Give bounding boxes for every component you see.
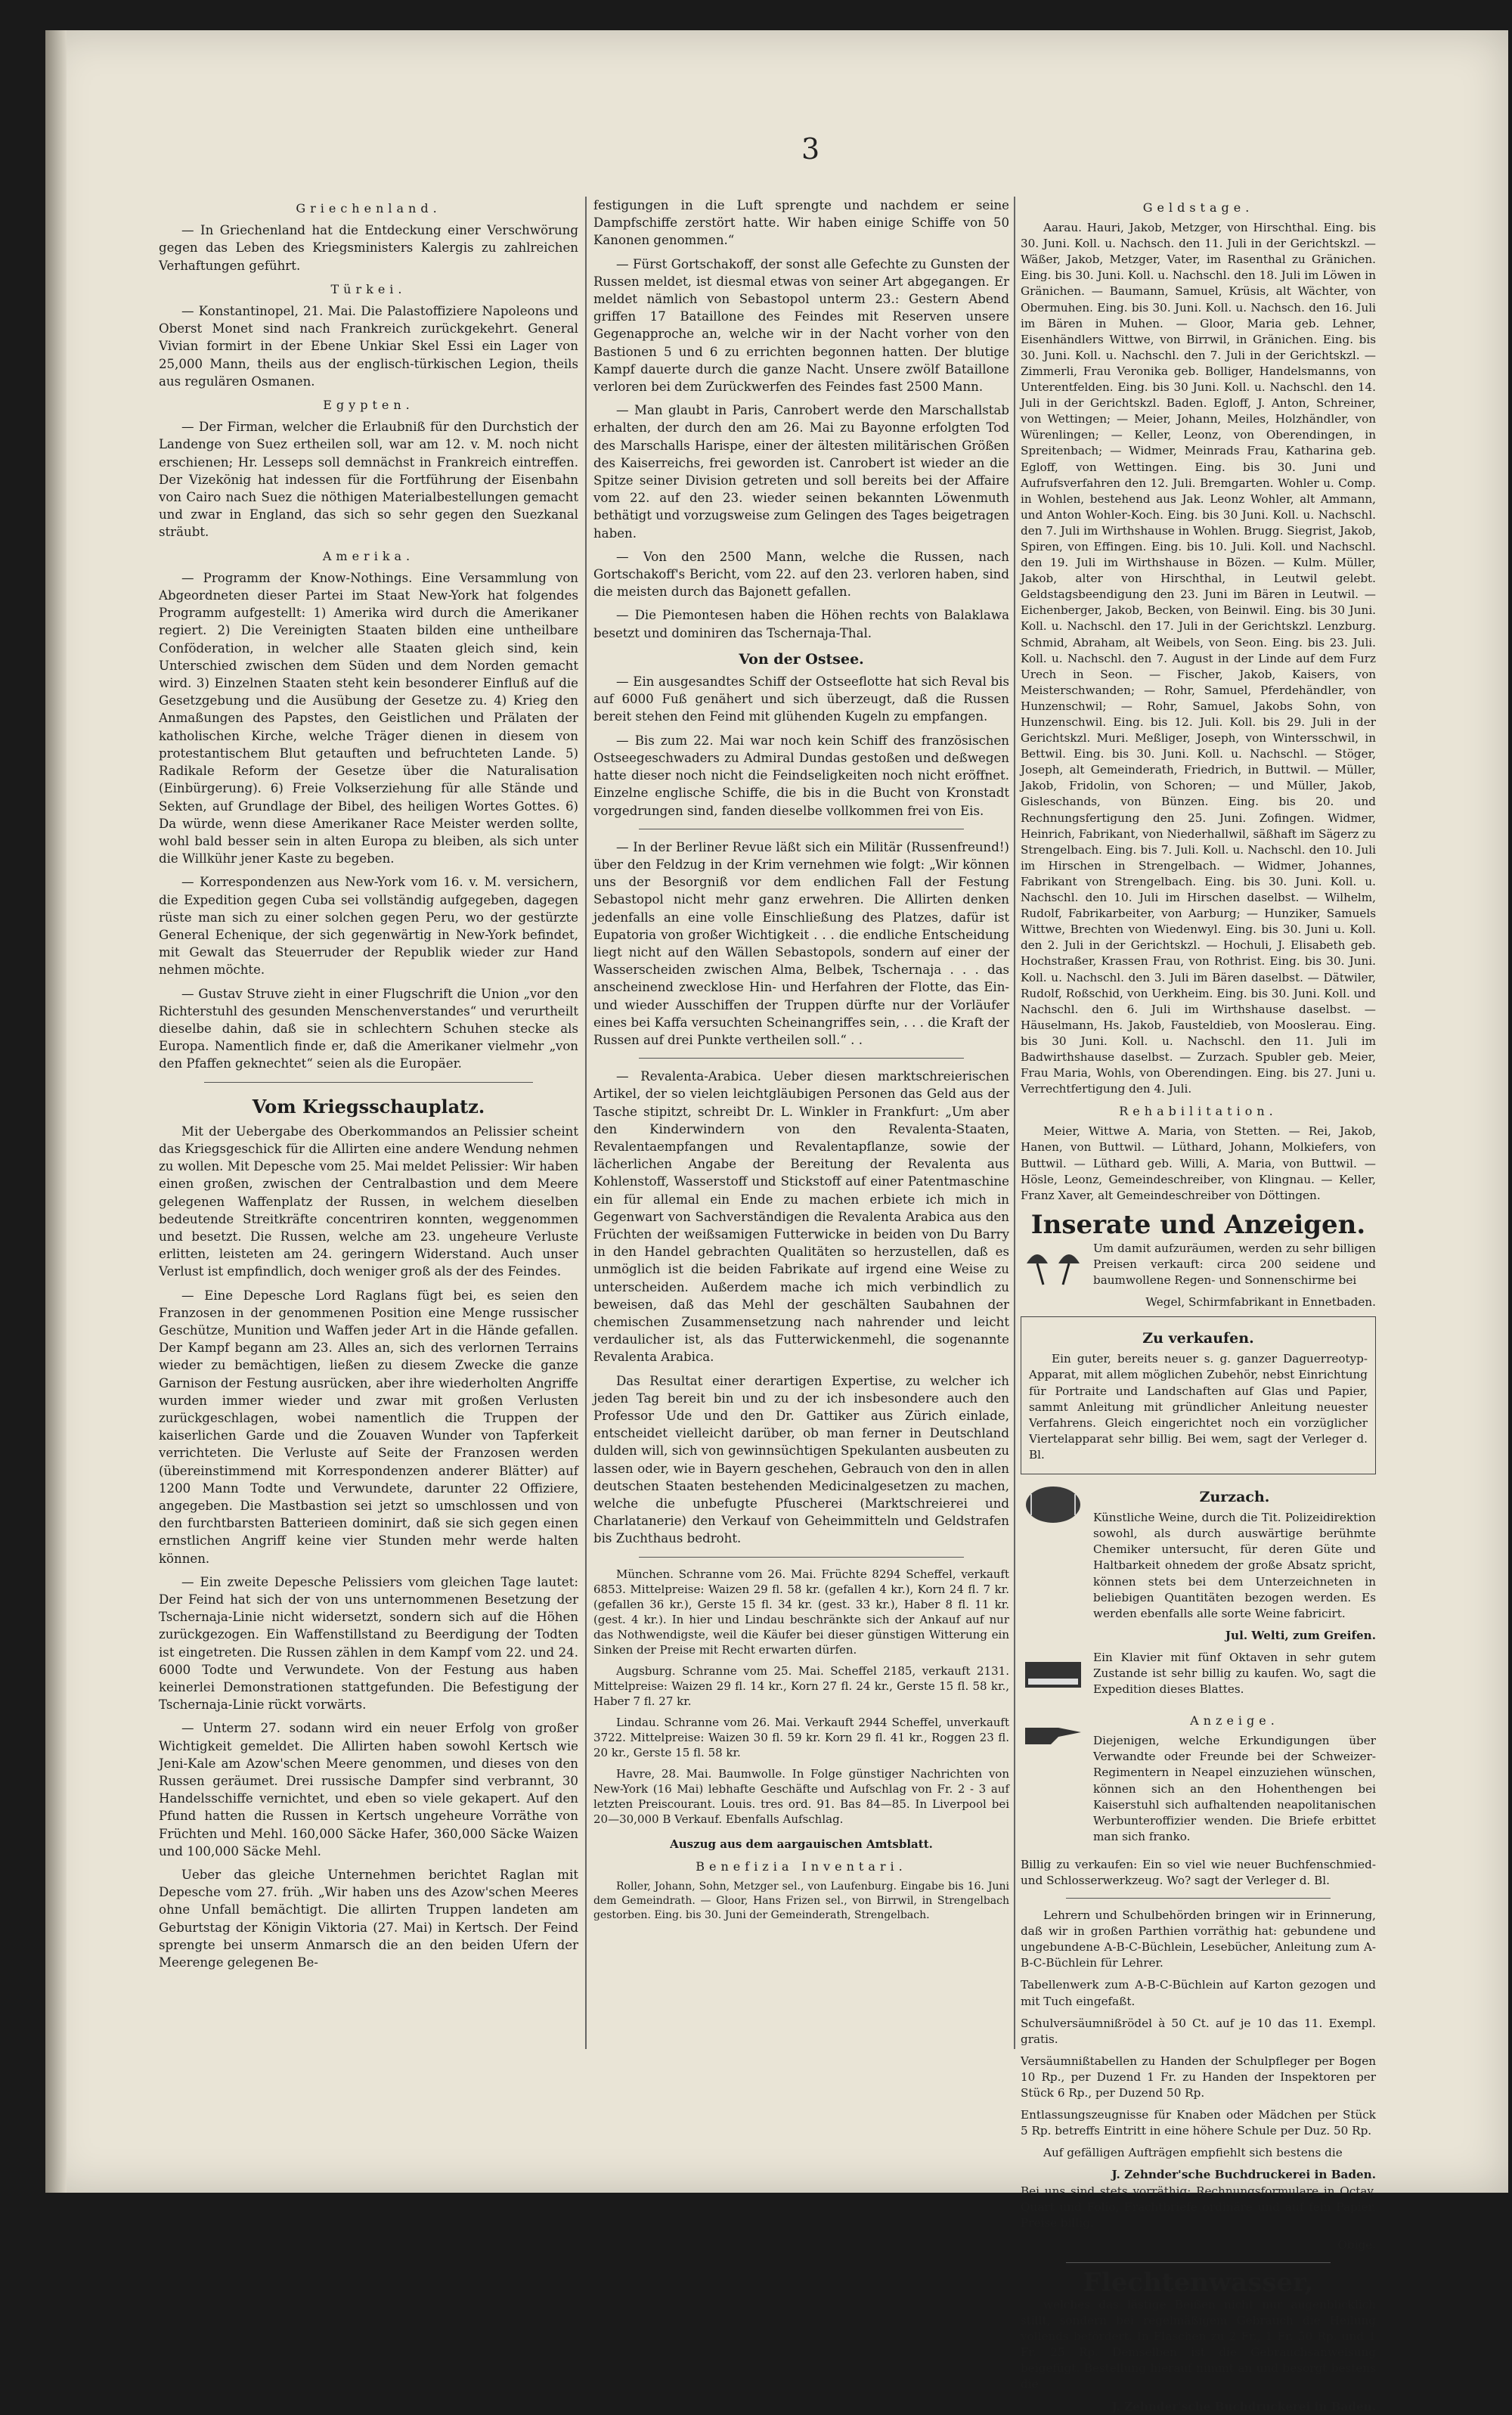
article-text: — Fürst Gortschakoff, der sonst alle Gefechte zu Gunsten der Russen meldet, ist diesmal etwas von seiner Art abgegangen. Er meldet nämlich von Sebastopol unterm 23.: Gestern Abend griffen 17 Bataillone des Feindes mit Reserven unsere Gegenapproche an, welche wir in der Nacht vorher von den Bastionen 5 und 6 zu errichten begonnen hatten. Der blutige Kampf dauerte durch die ganze Nacht. Unsere zwölf Bataillone verloren bei dem Zurückwerfen des Feindes fast 2500 Mann. — [593, 256, 1009, 395]
article-text: Roller, Johann, Sohn, Metzger sel., von Laufenburg. Eingabe bis 16. Juni dem Gemeindrath. — Gloor, Hans Frizen sel., von Birrwil, in Strengelbach gestorben. Eing. bis 30. Juni der Gemeinderath, Strengelbach. — [593, 1880, 1009, 1922]
market-entry: München. Schranne vom 26. Mai. Früchte 8294 Scheffel, verkauft 6853. Mittelpreise: Waizen 29 fl. 58 kr. (gefallen 4 kr.), Korn 24 fl. 7 kr. (gefallen 36 kr.), Gerste 15 fl. 34 kr. (gest. 33 kr.), Haber 8 fl. 11 kr. (gest. 4 kr.). In hier und Lindau beschränkte sich der Ankauf auf nur das Nothwendigste, weil die Käufer bei dieser günstigen Witterung ein Sinken der Preise mit Recht erwarten dürfen. — [593, 1567, 1009, 1657]
article-text: — In der Berliner Revue läßt sich ein Militär (Russenfreund!) über den Feldzug in der Krim vernehmen wie folgt: „Wir können uns der Besorgniß vor dem endlichen Fall der Festung Sebastopol nicht mehr ganz erwehren. Die Allirten denken jedenfalls an eine volle Einschließung des Platzes, dafür ist Eupatoria von großer Wichtigkeit . . . die endliche Entscheidung liegt nicht auf den Wällen Sebastopols, sondern auf einer der Wasserscheiden zwischen Alma, Belbek, Tschernaja . . . das anscheinend zwecklose Hin- und Herfahren der Flotte, das Ein- und wieder Ausschiffen der Truppen dürfte nur der Vorläufer eines bei Kaffa versuchten Scheinangriffes sein, . . . die Kraft der Russen auf drei Punkte vertheilen soll.“ . . — [593, 839, 1009, 1047]
article-text: — Die Piemontesen haben die Höhen rechts von Balaklawa besetzt und dominiren das Tschernaja-Thal. — [593, 608, 1009, 640]
ad-title: Zu verkaufen. — [1142, 1330, 1254, 1347]
column-rule — [1014, 197, 1015, 2049]
ad-text: welches das lästige Beißen nicht nur augenblicklich stillt, sondern bei regelmäßigem Gebrauch die Heilung vollends befördert. In Flaschen zu 2 Fr., 1 Fr. 50 Rp. und 1 Fr. 25 Rp. Demselben ist die Gebrauchsanweisung beigefügt. Bestellung hierauf nimmt an und besorgt bestens die — [1021, 2297, 1376, 2392]
ad-text: Ein Klavier mit fünf Oktaven in sehr gutem Zustande ist sehr billig zu kaufen. Wo, sagt die Expedition dieses Blattes. — [1093, 1650, 1376, 1697]
article-text: — Revalenta-Arabica. Ueber diesen marktschreierischen Artikel, der so vielen leichtgläubigen Personen das Geld aus der Tasche stipitzt, schreibt Dr. L. Winkler in Frankfurt: „Um aber den Kinderwindern von den Revalenta-Staaten, Revalentaempfangen und Revalentapflanze, sowie der lächerlichen Angabe der Bereitung der Revalenta aus Kohlenstoff, Wasserstoff und Stickstoff auf einer Patentmaschine ein für allemal ein Ende zu machen erbiete ich mich in Gegenwart von Sachverständigen die Revalenta Arabica aus den Früchten der weißsamigen Futterwicke in beiden von Du Barry in den Handel gebrachten Qualitäten so herzustellen, daß es unmöglich ist die beiden Fabrikate auf irgend eine Weise zu unterscheiden. Außerdem mache ich mich verbindlich zu beweisen, daß das Mehl der geschälten Saubahnen der chemischen Zusammensetzung nach nahrender und leicht verdaulicher ist, als das Futterwickenmehl, die sogenannte Revalenta Arabica. — [593, 1069, 1009, 1365]
notice-text: Meier, Wittwe A. Maria, von Stetten. — Rei, Jakob, Hanen, von Buttwil. — Lüthard, Johann, Molkiefers, von Buttwil. — Lüthard geb. Willi, A. Maria, von Buttwil. — Hösle, Leonz, Gemeindeschreiber, von Klingnau. — Keller, Franz Xaver, alt Gemeindeschreiber von Döttingen. — [1021, 1124, 1376, 1202]
ad-text: Entlassungszeugnisse für Knaben oder Mädchen per Stück 5 Rp. betreffs Eintritt in eine höhere Schule per Duz. 50 Rp. — [1021, 2108, 1376, 2138]
column-2 — [593, 197, 1009, 1929]
divider — [204, 1082, 533, 1083]
article-text: — Ein zweite Depesche Pelissiers vom gleichen Tage lautet: Der Feind hat sich der von uns unternommenen Besetzung der Tschernaja-Linie nicht widersetzt, sondern sich auf die Höhen zurückgezogen. Ein Waffenstillstand zu Beerdigung der Todten ist eingetreten. Die Russen zählen in dem Kampf vom 22. und 24. 6000 Todte und Verwundete. Von der Festung aus haben keinerlei Demonstrationen stattgefunden. Die Befestigung der Tschernaja-Linie rückt vorwärts. — [159, 1574, 578, 1713]
market-entry: Lindau. Schranne vom 26. Mai. Verkauft 2944 Scheffel, unverkauft 3722. Mittelpreise: Waizen 30 fl. 59 kr. Korn 29 fl. 41 kr., Roggen 23 fl. 20 kr., Gerste 15 fl. 58 kr. — [593, 1715, 1009, 1759]
ad-signature: J. Zehnder'sche Buchdruckerei in Baden. — [1111, 2168, 1376, 2182]
page-number: 3 — [801, 132, 820, 166]
ad-text: Diejenigen, welche Erkundigungen über Verwandte oder Freunde bei der Schweizer-Regimentern in Neapel einzuziehen wünschen, können sich an den Hohenthengen bei Kaiserstuhl sich aufhaltenden neapolitanischen Werbunteroffizier wenden. Die Briefe erbittet man sich franko. — [1093, 1734, 1376, 1843]
ad-signature: Jul. Welti, zum Greifen. — [1225, 1628, 1376, 1642]
umbrella-icon — [1021, 1241, 1086, 1289]
ad-text: Tabellenwerk zum A-B-C-Büchlein auf Karton gezogen und mit Tuch eingefaßt. — [1021, 1978, 1376, 2008]
divider — [1066, 1898, 1331, 1899]
pointing-hand-icon — [1021, 1710, 1086, 1758]
article-text: — Von den 2500 Mann, welche die Russen, nach Gortschakoff's Bericht, vom 22. auf den 23. verloren haben, sind die meisten durch das Bajonett gefallen. — [593, 549, 1009, 600]
article-text: — In Griechenland hat die Entdeckung einer Verschwörung gegen das Leben des Kriegsministers Kalergis zu zahlreichen Verhaftungen geführt. — [159, 223, 578, 273]
article-text: — Konstantinopel, 21. Mai. Die Palastoffiziere Napoleons und Oberst Monet sind nach Frankreich zurückgekehrt. General Vivian formirt in der Ebene Unkiar Skel Essi ein Lager von 25,000 Mann, theils aus der englisch-türkischen Legion, theils aus regulären Osmanen. — [159, 304, 578, 389]
ad-text: Künstliche Weine, durch die Tit. Polizeidirektion sowohl, als durch auswärtige berühmte Chemiker untersucht, für deren Güte und Haltbarkeit ohnedem der große Absatz spricht, können stets bei dem Unterzeichneten in beliebigen Quantitäten bezogen werden. Es werden ebenfalls alle sorte Weine fabricirt. — [1093, 1511, 1376, 1620]
article-text: festigungen in die Luft sprengte und nachdem er seine Dampfschiffe zerstört hatte. Wir haben einige Schiffe von 50 Kanonen genommen.“ — [593, 198, 1009, 248]
ad-piano — [1021, 1650, 1376, 1704]
ad-text: Um damit aufzuräumen, werden zu sehr billigen Preisen verkauft: circa 200 seidene und baumwollene Regen- und Sonnenschirme bei — [1093, 1241, 1376, 1288]
column-rule — [585, 197, 587, 2049]
article-text: Ueber das gleiche Unternehmen berichtet Raglan mit Depesche vom 27. früh. „Wir haben uns des Azow'schen Meeres ohne Unfall bemächtigt. Die allirten Truppen landeten am Geburtstag der Königin Viktoria (27. Mai) in Kertsch. Der Feind sprengte bei unserm Anmarsch die an den beiden Ufern der Meerenge gelegenen Be- — [159, 1868, 578, 1970]
ad-signature: Obige. — [1337, 2237, 1376, 2252]
market-report — [593, 1567, 1009, 1827]
article-text: — Eine Depesche Lord Raglans fügt bei, es seien den Franzosen in der genommenen Position eine Menge russischer Geschütze, Munition und Waffen jeder Art in die Hände gefallen. Der Kampf begann am 23. Alles an, sich des verlornen Terrains wieder zu bemächtigen, ließen zu diesem Zwecke die ganze Garnison der Festung ausrücken, aber ihre wiederholten Angriffe wurden immer wieder und zwar mit großen Verlusten zurückgeschlagen, wobei namentlich die Truppen der kaiserlichen Garde und die Zouaven Wunder von Tapferkeit verrichteten. Die Verluste auf Seite der Franzosen werden (übereinstimmend mit Korrespondenzen anderer Blätter) auf 1200 Mann Todte und Verwundete, darunter 22 Offiziere, angegeben. Die Mastbastion sei jetzt so umschlossen und von den furchtbarsten Batterieen dominirt, daß sie sich gegen einen ernstlichen Angriff keine vier Stunden mehr werde halten können. — [159, 1288, 578, 1566]
ad-signature: J. Zehnder'sche Buchdruckerei in Baden. — [1111, 2399, 1376, 2413]
ad-text: Ein guter, bereits neuer s. g. ganzer Daguerreotyp-Apparat, mit allem möglichen Zubehör, nebst Einrichtung für Portraite und Landschaften auf Glas und Papier, sammt Anleitung mit gründlicher Anleitung neuester Verfahrens. Gleich eingerichtet noch ein vorzüglicher Viertelapparat sehr billig. Bei wem, sagt der Verleger d. Bl. — [1029, 1352, 1368, 1462]
article-text: — Der Firman, welcher die Erlaubniß für den Durchstich der Landenge von Suez ertheilen soll, war am 12. v. M. noch nicht erschienen; Hr. Lesseps soll demnächst in Frankreich eintreffen. Der Vizekönig hat indessen für die Fortführung der Eisenbahn von Cairo nach Suez die nöthigen Materialbestellungen gemacht und zwar in England, das sich so sehr gegen den Suezkanal sträubt. — [159, 420, 578, 540]
article-text: — Korrespondenzen aus New-York vom 16. v. M. versichern, die Expedition gegen Cuba sei vollständig aufgegeben, dagegen rüste man sich zu einer solchen gegen Peru, wo der gestürzte General Echenique, der sich gegenwärtig in New-York befindet, mit Gewalt das Steuerruder der Republik wieder zur Hand nehmen möchte. — [159, 875, 578, 978]
column-3 — [1021, 197, 1376, 2415]
article-text: — Gustav Struve zieht in einer Flugschrift die Union „vor den Richterstuhl des gesunden Menschenverstandes“ und verurtheilt dieselbe dahin, daß sie in schlechtern Schuhen stecke als Europa. Namentlich finde er, daß die Amerikaner vielmehr „von den Pfaffen geknechtet“ seien als die Europäer. — [159, 986, 578, 1071]
ad-umbrellas — [1021, 1241, 1376, 1310]
section-heading: Egypten. — [323, 398, 414, 413]
ads-title: Inserate und Anzeigen. — [1030, 1209, 1366, 1240]
article-text: — Unterm 27. sodann wird ein neuer Erfolg von großer Wichtigkeit gemeldet. Die Allirten haben sowohl Kertsch wie Jeni-Kale am Azow'schen Meere genommen, und dieses von den Russen geräumet. Drei russische Dampfer sind verbrannt, 30 Handelsschiffe vernichtet, und eben so viele gekapert. Auf den Pfund hatten die Russen in Kertsch ungeheure Vorräthe von Früchten und Mehl. 160,000 Säcke Hafer, 360,000 Säcke Waizen und 100,000 Säcke Mehl. — [159, 1721, 578, 1859]
article-text: — Programm der Know-Nothings. Eine Versammlung von Abgeordneten dieser Partei im Staat New-York hat folgendes Programm aufgestellt: 1) Amerika wird durch die Amerikaner regiert. 2) Die Vereinigten Staaten bilden eine untheilbare Conföderation, in welcher alle Staaten gleich sind, kein Unterschied zwischen dem Süden und dem Norden gemacht wird. 3) Einzelnen Staaten steht kein besonderer Einfluß auf die Gesetzgebung und die Ausübung der Gesetze zu. 4) Krieg den Anmaßungen des Papstes, den Geistlichen und Prälaten der katholischen Kirche, welche Träger dienen in diesem von protestantischem Blut getauften und befruchteten Lande. 5) Radikale Reform der Gesetze über die Naturalisation (Einbürgerung). 6) Freie Volkserziehung für alle Stände und Sekten, auf Grundlage der Bibel, des heiligen Wortes Gottes. 6) Da würde, wenn diese Amerikaner Race Meister werden sollte, wohl bald besser sein in alten Europa zu bleiben, als sich unter die Willkühr jener Kaste zu begeben. — [159, 570, 578, 866]
divider — [639, 1058, 964, 1059]
article-text: — Bis zum 22. Mai war noch kein Schiff des französischen Ostseegeschwaders zu Admiral Dundas gestoßen und deßwegen hatte dieser noch nicht die Feindseligkeiten noch nicht eröffnet. Einzelne englische Schiffe, die bis in die Bucht von Kronstadt vorgedrungen sind, fanden dieselbe vollkommen frei von Eis. — [593, 733, 1009, 818]
piano-icon — [1021, 1650, 1086, 1698]
section-heading: Benefizia Inventari. — [696, 1859, 907, 1874]
divider — [639, 1557, 964, 1558]
market-entry: Augsburg. Schranne vom 25. Mai. Scheffel 2185, verkauft 2131. Mittelpreise: Waizen 29 fl. 14 kr., Korn 27 fl. 24 kr., Gerste 15 fl. 58 kr., Haber 7 fl. 27 kr. — [593, 1663, 1009, 1708]
ad-title: Zurzach. — [1199, 1489, 1270, 1506]
column-1 — [159, 197, 578, 1977]
ad-text: Billig zu verkaufen: Ein so viel wie neuer Buchfenschmied- und Schlosserwerkzeug. Wo? sagt der Verleger d. Bl. — [1021, 1857, 1376, 1887]
ad-text: Lehrern und Schulbehörden bringen wir in Erinnerung, daß wir in großen Parthien vorräthig hat: gebundene und ungebundene A-B-C-Büchlein, Lesebücher, Anleitung zum A-B-C-Büchlein für Lehrer. — [1021, 1908, 1376, 1970]
article-text: — Ein ausgesandtes Schiff der Ostseeflotte hat sich Reval bis auf 6000 Fuß genähert und sich überzeugt, daß die Russen bereit stehen den Feind mit glühenden Kugeln zu empfangen. — [593, 674, 1009, 724]
ad-title: Flechtenwasser, — [1083, 2267, 1314, 2298]
ad-text: Bei uns sind stets vorräthig: Rechnungsformulare in Octav, Quart und Folio, Frachtbriefe ordinäre und auf fein Papier. Preise billig. — [1021, 2184, 1376, 2230]
section-heading: Geldstage. — [1142, 200, 1254, 215]
article-text: Das Resultat einer derartigen Expertise, zu welcher ich jeden Tag bereit bin und zu der ich insbesondere auch den Professor Ude und den Dr. Gattiker aus Zürich einlade, entscheidet vielleicht darüber, ob man ferner in Deutschland dulden will, sich von gewinnsüchtigen Spekulanten ausbeuten zu lassen oder, wie in Bayern geschehen, Gebrauch von den in allen deutschen Staaten bestehenden Medicinalgesetzen zu machen, welche die unbefugte Pfuscherei (Marktschreierei und Charlatanerie) den Verkauf von Geheimmitteln und Geldstrafen bis Zuchthaus bedroht. — [593, 1373, 1009, 1546]
page-spine — [45, 30, 67, 2193]
barrel-icon — [1021, 1480, 1086, 1529]
section-title: Von der Ostsee. — [739, 650, 864, 668]
ad-signature: Wegel, Schirmfabrikant in Ennetbaden. — [1145, 1295, 1376, 1310]
notice-text: Aarau. Hauri, Jakob, Metzger, von Hirschthal. Eing. bis 30. Juni. Koll. u. Nachsch. den 11. Juli in der Gerichtskzl. — Wäßer, Jakob, Metzger, Vater, im Rasenthal zu Gränichen. Eing. bis 30. Juni. Koll. u. Nachschl. den 18. Juli im Löwen in Gränichen. — Baumann, Samuel, Krüsis, alt Wächter, von Obermuhen. Eing. bis 30. Juni. Koll. u. Nachsch. den 16. Juli im Bären in Muhen. — Gloor, Maria geb. Lehner, Eisenhändlers Wittwe, von Birrwil, in Gränichen. Eing. bis 30. Juni. Koll. u. Nachschl. den 7. Juli in der Gerichtskzl. — Zimmerli, Frau Veronika geb. Bolliger, Handelsmanns, von Unterentfelden. Eing. bis 30 Juni. Koll. u. Nachschl. den 14. Juli in der Gerichtskzl. Baden. Egloff, J. Anton, Schreiner, von Wettingen; — Meier, Johann, Meiles, Holzhändler, von Würenlingen; — Keller, Leonz, von Oberendingen, in Spreitenbach; — Widmer, Meinrads Frau, Katharina geb. Egloff, von Wettingen. Eing. bis 30. Juni und Aufrufsverfahren den 12. Juli. Bremgarten. Wohler u. Comp. in Wohlen, bestehend aus Jak. Leonz Wohler, alt Ammann, und Anton Wohler-Koch. Eing. bis 30 Juni. Koll. u. Nachschl. den 7. Juli im Wirthshause in Wohlen. Brugg. Siegrist, Jakob, Spiren, von Effingen. Eing. bis 10. Juli. Koll. und Nachschl. den 19. Juli im Wirthshause in Bözen. — Kulm. Müller, Jakob, alter von Hirschthal, in Leutwil gelebt. Geldstagsbeendigung den 23. Juni im Bären in Leutwil. — Eichenberger, Jakob, Becken, von Beinwil. Eing. bis 30 Juni. Koll. u. Nachschl. den 17. Juli in der Gerichtskzl. Lenzburg. Schmid, Abraham, alt Weibels, von Seon. Eing. bis 23. Juli. Koll. u. Nachschl. den 7. August in der Linde auf dem Furz Urech in Seon. — Fischer, Jakob, Kaisers, von Meisterschwanden; — Rohr, Samuel, Pferdehändler, von Hunzenschwil; — Rohr, Samuel, Jakobs Sohn, von Hunzenschwil. Eing. bis 12. Juli. Koll. bis 29. Juli in der Gerichtskzl. Muri. Meßliger, Joseph, von Wintersschwil, in Bettwil. Eing. bis 30. Juni. Koll. u. Nachschl. — Stöger, Joseph, alt Gemeinderath, Friedrich, in Buttwil. — Müller, Jakob, Fridolin, von Schoren; — und Müller, Jakob, Gisleschands, von Bünzen. Eing. bis 20. und Rechnungsfertigung den 25. Juni. Zofingen. Widmer, Heinrich, Fabrikant, von Niederhallwil, säßhaft im Sägerz zu Strengelbach. Eing. bis 7. Juli. Koll. u. Nachschl. den 10. Juli im Hirschen in Strengelbach. — Widmer, Johannes, Fabrikant von Strengelbach. Eing. bis 30. Juni. Koll. u. Nachschl. den 10. Juli im Hirschen daselbst. — Wilhelm, Rudolf, Fabrikarbeiter, von Aarburg; — Hunziker, Samuels Wittwe, Brechten von Wiedenwyl. Eing. bis 30. Juni u. Koll. den 2. Juli in der Gerichtskzl. — Hochuli, J. Elisabeth geb. Hochstraßer, Krassen Frau, von Rothrist. Eing. bis 30. Juni. Koll. u. Nachschl. den 3. Juli im Bären daselbst. — Dätwiler, Rudolf, Roßschid, von Uerkheim. Eing. bis 30. Juni. Koll. und Nachschl. den 6. Juli im Wirthshause daselbst. — Häuselmann, Hs. Jakob, Fausteldieb, von Mooslerau. Eing. bis 30 Juni. Koll. u. Nachschl. den 11. Juli im Badwirthshause daselbst. — Zurzach. Spubler geb. Meier, Frau Maria, Wohls, von Oberendingen. Eing. bis 27. Juni u. Verrechtfertigung den 4. Juli. — [1021, 221, 1376, 1096]
article-text: — Man glaubt in Paris, Canrobert werde den Marschallstab erhalten, der durch den am 26. Mai zu Bayonne erfolgten Tod des Marschalls Harispe, einer der ältesten militärischen Größen des Kaiserreichs, frei geworden ist. Canrobert ist wieder an die Spitze seiner Division getreten und soll bereits bei der Affaire vom 22. auf den 23. wieder seinen bekannten Löwenmuth bethätigt und vorzugsweise zum Gelingen des Tages beigetragen haben. — [593, 403, 1009, 541]
market-entry: Havre, 28. Mai. Baumwolle. In Folge günstiger Nachrichten von New-York (16 Mai) lebhafte Geschäfte und Aufschlag von Fr. 2 - 3 auf letzten Preiscourant. Louis. tres ord. 91. Bas 84—85. In Liverpool bei 20—30,000 B Verkauf. Ebenfalls Aufschlag. — [593, 1766, 1009, 1826]
section-title: Vom Kriegsschauplatz. — [252, 1095, 485, 1118]
section-heading: Amerika. — [322, 548, 415, 563]
ad-wines — [1021, 1480, 1376, 1644]
ad-text: Auf gefälligen Aufträgen empfiehlt sich bestens die — [1043, 2146, 1343, 2160]
ad-announcement — [1021, 1710, 1376, 1851]
article-text: Mit der Uebergabe des Oberkommandos an Pelissier scheint das Kriegsgeschick für die Allirten eine andere Wendung nehmen zu wollen. Mit Depesche vom 25. Mai meldet Pelissier: Wir haben einen großen, zwischen der Centralbastion und dem Meere gelegenen Waffenplatz der Russen, in welchem dieselben bedeutende Streitkräfte concentriren konnten, weggenommen und besetzt. Die Russen, welche am 23. ungeheure Verluste erlitten, leisteten am 24. geringern Widerstand. Auch unser Verlust ist empfindlich, doch weniger groß als der des Feindes. — [159, 1124, 578, 1279]
ad-daguerreotype — [1021, 1316, 1376, 1474]
ad-text: Versäumnißtabellen zu Handen der Schulpfleger per Bogen 10 Rp., per Duzend 1 Fr. zu Handen der Inspektoren per Stück 6 Rp., per Duzend 50 Rp. — [1021, 2054, 1376, 2100]
divider — [1066, 2262, 1331, 2263]
ad-text: Schulversäumnißrödel à 50 Ct. auf je 10 das 11. Exempl. gratis. — [1021, 2016, 1376, 2046]
newspaper-page — [45, 30, 1508, 2413]
section-heading: Türkei. — [330, 281, 407, 296]
section-heading: Rehabilitation. — [1119, 1104, 1278, 1119]
section-title: Auszug aus dem aargauischen Amtsblatt. — [670, 1837, 933, 1851]
ad-title: Anzeige. — [1190, 1713, 1279, 1728]
section-heading: Griechenland. — [296, 201, 442, 215]
